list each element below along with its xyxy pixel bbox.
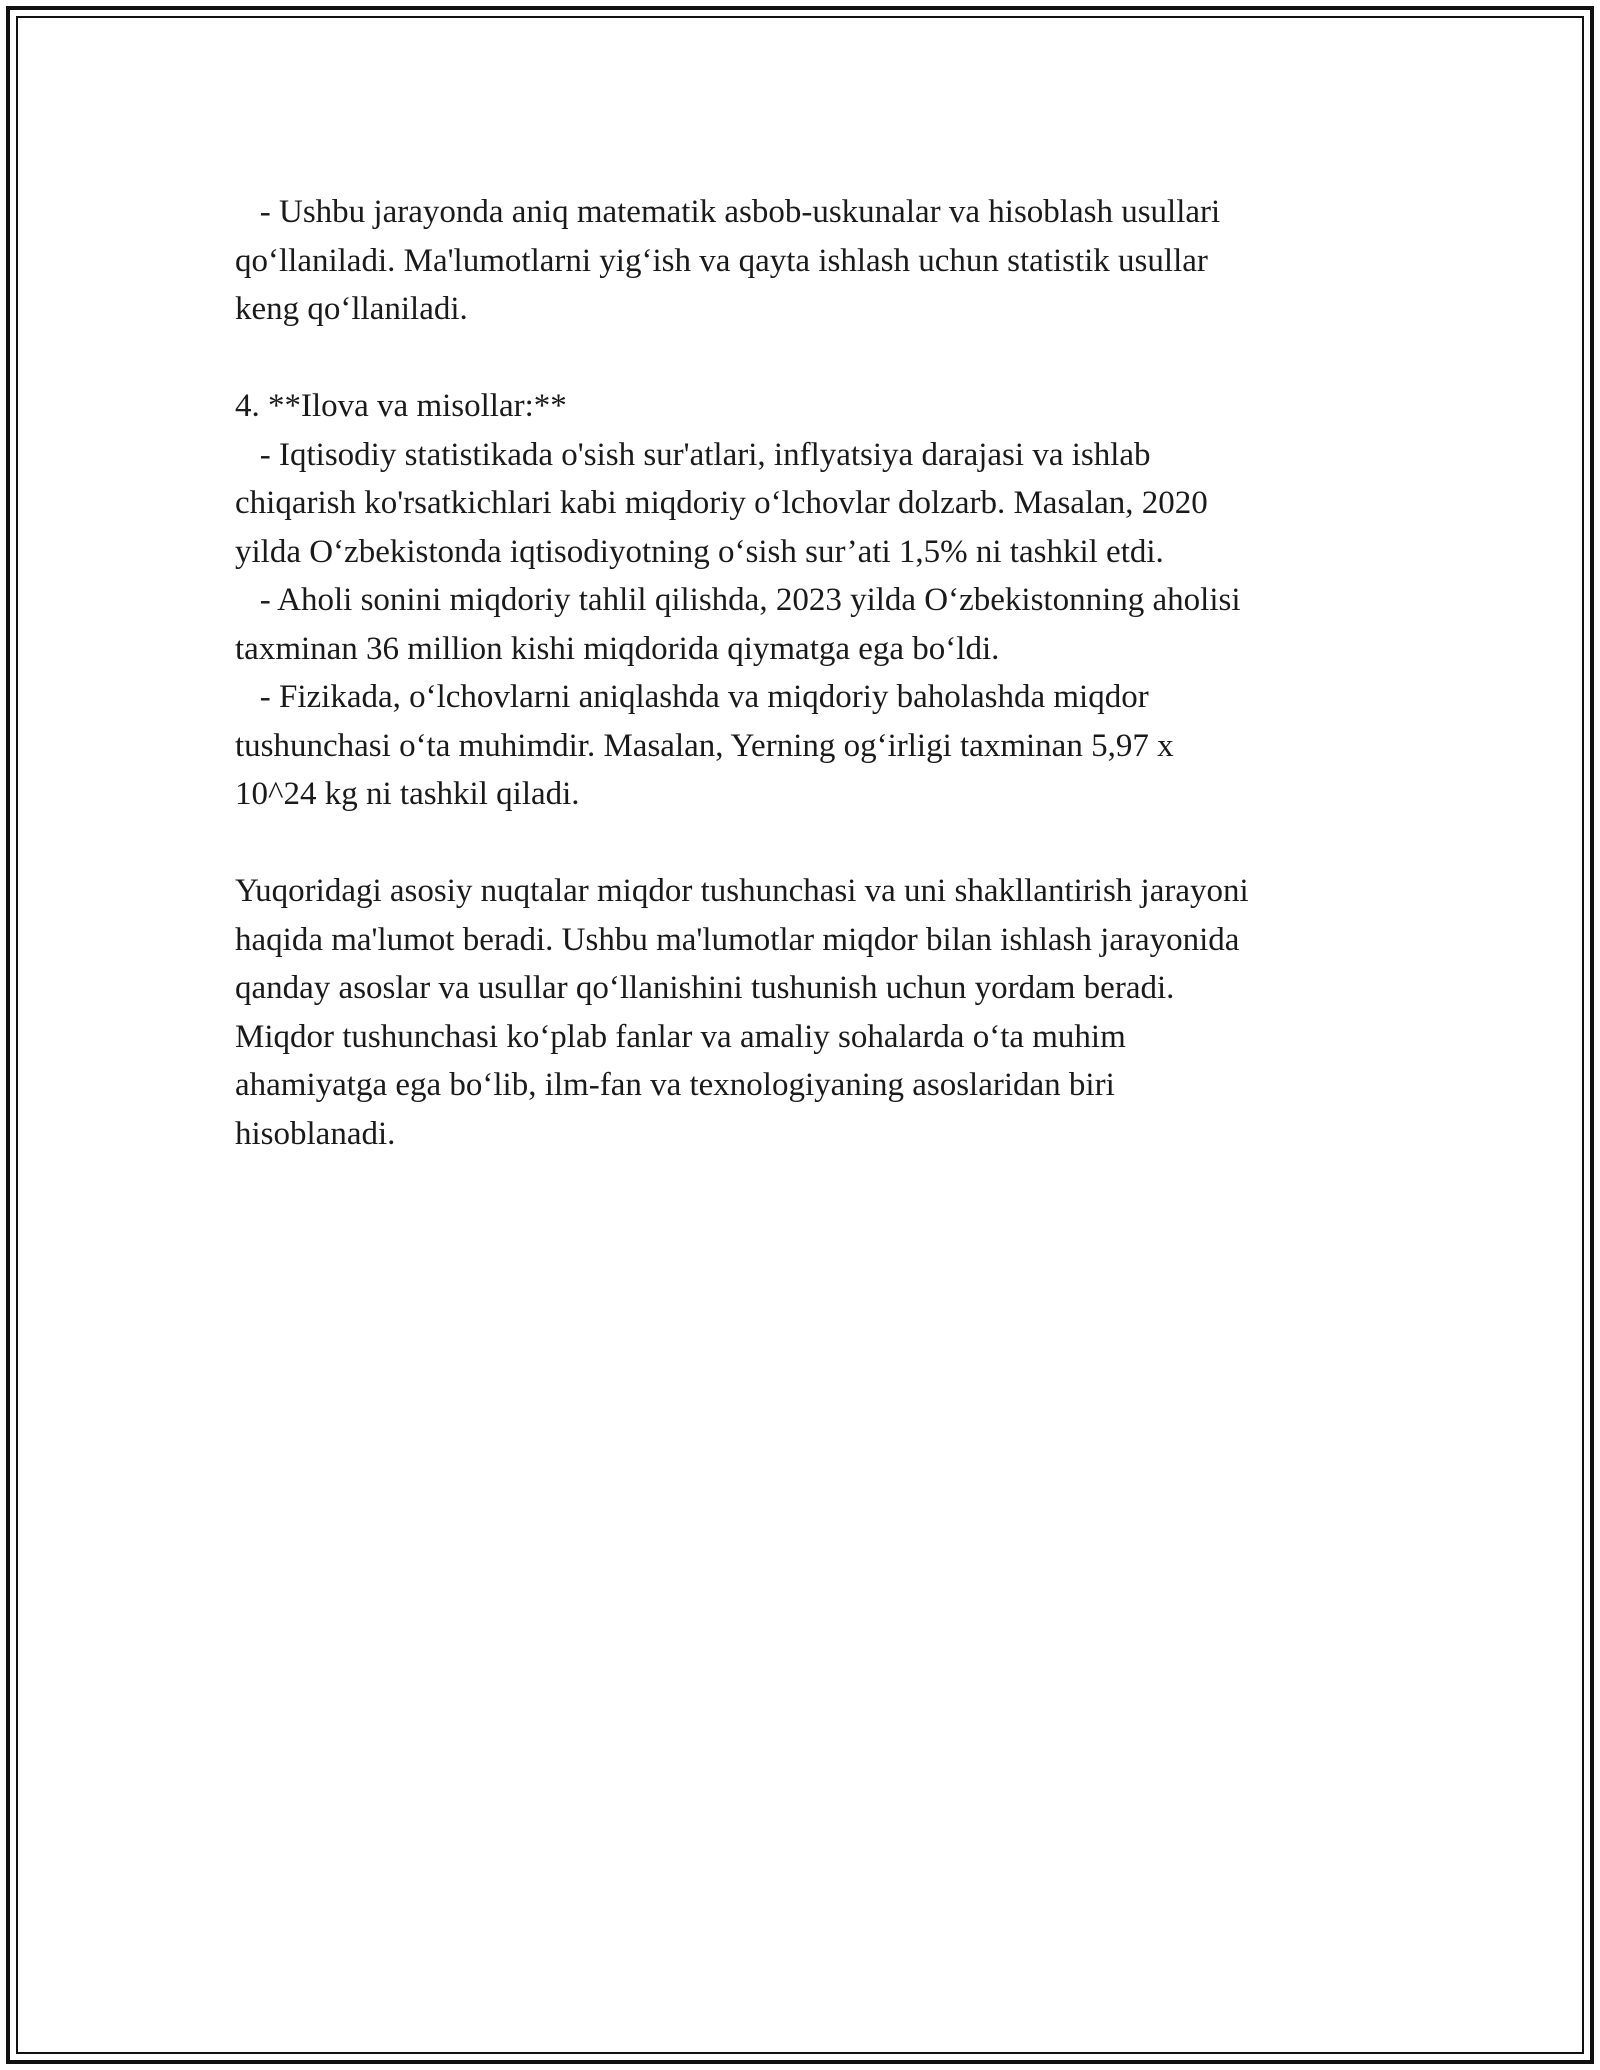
paragraph-spacer (235, 334, 1385, 383)
paragraph-spacer (235, 819, 1385, 868)
text-line: yilda O‘zbekistonda iqtisodiyotning o‘sish sur’ati 1,5% ni tashkil etdi. (235, 533, 1164, 570)
text-line: keng qo‘llaniladi. (235, 291, 468, 327)
text-line: ahamiyatga ega bo‘lib, ilm-fan va texnologiyaning asoslaridan biri (235, 1067, 1115, 1103)
section-applications-and-examples (235, 382, 1385, 819)
text-line: qanday asoslar va usullar qo‘llanishini tushunish uchun yordam beradi. (235, 970, 1175, 1006)
text-line: - Fizikada, o‘lchovlarni aniqlashda va miqdoriy baholashda miqdor (235, 679, 1149, 715)
text-line: hisoblanadi. (235, 1115, 396, 1152)
text-line: - Ushbu jarayonda aniq matematik asbob-uskunalar va hisoblash usullari (235, 194, 1221, 230)
text-line: Miqdor tushunchasi ko‘plab fanlar va amaliy sohalarda o‘ta muhim (235, 1018, 1126, 1055)
text-line: - Aholi sonini miqdoriy tahlil qilishda, 2023 yilda O‘zbekistonning aholisi (235, 582, 1241, 618)
paragraph-conclusion (235, 867, 1385, 1158)
document-body (235, 188, 1385, 1158)
text-line: Yuqoridagi asosiy nuqtalar miqdor tushunchasi va uni shakllantirish jarayoni (235, 873, 1249, 909)
text-line: taxminan 36 million kishi miqdorida qiymatga ega bo‘ldi. (235, 630, 1000, 667)
text-line: haqida ma'lumot beradi. Ushbu ma'lumotlar miqdor bilan ishlash jarayonida (235, 921, 1240, 958)
text-line: qo‘llaniladi. Ma'lumotlarni yig‘ish va qayta ishlash uchun statistik usullar (235, 242, 1208, 279)
section-heading: 4. **Ilova va misollar:** (235, 388, 567, 424)
text-line: - Iqtisodiy statistikada o'sish sur'atlari, inflyatsiya darajasi va ishlab (235, 436, 1151, 473)
text-line: chiqarish ko'rsatkichlari kabi miqdoriy o‘lchovlar dolzarb. Masalan, 2020 (235, 485, 1208, 521)
paragraph-methods (235, 188, 1385, 334)
text-line: 10^24 kg ni tashkil qiladi. (235, 776, 580, 812)
text-line: tushunchasi o‘ta muhimdir. Masalan, Yerning og‘irligi taxminan 5,97 x (235, 727, 1174, 764)
